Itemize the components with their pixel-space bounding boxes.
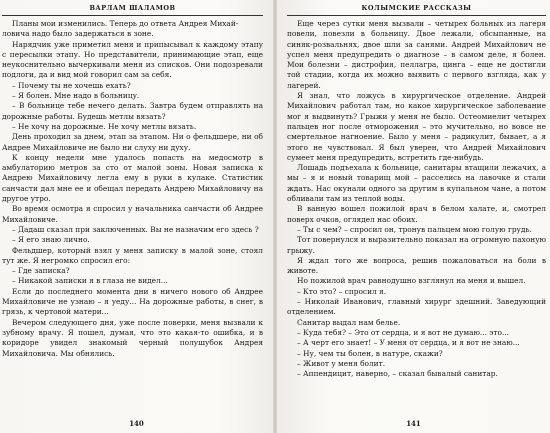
paragraph: Тот повернулся и выразительно показал на огромную пахоную грыжу. (287, 235, 546, 255)
paragraph: – Ну, чем ты болен, в натуре, скажи? (297, 348, 443, 358)
paragraph: Если до последнего момента дни в ничего нового об Андрее Михайловиче не узнаю – я уеду... На дорожные работы, в снег, в грязь, к чертовой матери... (2, 286, 263, 317)
paragraph: День проходил за днем, этап за этапом. Ни о фельдшере, ни об Андрее Михайловиче не было ни слуху ни духу. (2, 132, 263, 152)
paragraph: Санитар выдал нам белье. (297, 317, 401, 327)
paragraph: Но пожилой врач равнодушно взглянул на меня и вышел. (297, 276, 526, 286)
left-head-rule (2, 15, 263, 16)
right-page-number: 141 (406, 419, 421, 428)
paragraph: В ванную вошел пожилой врач в белом халате, и, смотрел поверх очков, оглядел нас обоих. (287, 204, 546, 224)
paragraph: – Где записка? (12, 266, 70, 276)
paragraph: Лошадь подъехала к больнице, санитары втащили лежачих, а мы – я и новый товарищ мой – расселись на лавочке и стали ждать. Нас окунали одного за другим в купальном чане, а потом обливали там из теплой воды. (287, 163, 546, 204)
right-running-head: КОЛЫМСКИЕ РАССКАЗЫ (361, 4, 472, 12)
paragraph: – В больнице тебе нечего делать. Завтра будем отправлять на дорожные работы. Будешь метлы вязать? (2, 101, 263, 121)
right-head-rule (287, 15, 546, 16)
paragraph: Вечером следующего дня, уже после поверки, меня вызвали к зубному врачу. Я пошел, думая, что это какая-то ошибка, и в коридоре увидел знакомый черный полушубок Андрея Михайловича. Мы обнялись. (2, 317, 263, 358)
paragraph: – Николай Иванович, главный хирург здешний. Заведующий отделением. (287, 297, 546, 317)
paragraph: Я ждал того же вопроса, решив пожаловаться на боли в животе. (287, 255, 546, 276)
paragraph: Нарядчик уже приметил меня и припысывал к каждому этапу с пересылки этапу. Но представители, принимающие этап, еще неукоснительно вычеркивали меня из списков. Они подозревали подлоги, да и вид мой говорил сам за себя. (2, 39, 263, 80)
paragraph: ловича надо было задержаться в зоне. (2, 29, 154, 39)
paragraph: – Живот у меня болит. (297, 358, 386, 368)
paragraph: – Аппендицит, наверно, – сказал бывалый санитар. (297, 369, 498, 379)
paragraph: – Не хочу на дорожные. Не хочу метлы вязать. (12, 121, 197, 131)
paragraph: – А черт его знает! – У меня от сердца, и я вот не знаю... (297, 338, 520, 348)
paragraph: Еще через сутки меня вызвали – четырех больных из лагеря повели, повезли в больницу. Двое лежали, обсыпанные, на синяк-розвальнях, двое шли за санями. Андрей Михайлович не успел меня предупредить о диагнозе – в самом деле, я болен. Мои болезни – дистрофия, пеллагра, цинга – еще не достигли той стадии, когда их можно выявить с первого взгляда, как у лагерей. (287, 19, 546, 90)
paragraph: – Ты с чем? – спросил он, тронув пальцем мою голую грудь. (297, 224, 532, 234)
paragraph: – Никакой записки я в глаза не видел... (12, 276, 168, 286)
right-page (277, 0, 550, 433)
left-page (0, 0, 273, 433)
paragraph: – Я болен. Мне надо в больницу. (12, 91, 140, 101)
paragraph: – Куда тебя? – Это от сердца, и я вот не думаю... это... (297, 327, 510, 337)
paragraph: Планы мои изменились. Теперь до ответа Андрея Михай- (12, 19, 239, 28)
left-page-text (2, 19, 263, 359)
paragraph: – Кто это? – спросил я. (297, 286, 387, 296)
paragraph: Фельдшер, который взял у меня записку в малой зоне, стоял тут же. Я негромко спросил его: (2, 245, 263, 265)
paragraph: – Почему ты не хочешь ехать? (12, 80, 131, 90)
right-page-text (287, 19, 546, 379)
paragraph: К концу недели мне удалось попасть на медосмотр в амбулаторию метров за сто от малой зоны. Новая записка к Андрею Михайловичу легла ему в руки в кулаке. Статистик санчасти дал мне ее и обещал передать Андрею Михайловичу на другое утро. (2, 152, 263, 204)
left-page-number: 140 (129, 419, 144, 428)
paragraph: Я знал, что ложусь в хирургическое отделение. Андрей Михайлович работал там, но какое хирургическое заболевание мог я выдвинуть? Грыжи у меня не было. Остеомиелит четырех пальцев ног после отморожения – это мучительно, но вовсе не смертельное нагноение. Было у меня – радикулит, бывает, а я этого не чувствовал. Я был уверен, что Андрей Михайлович сумеет меня предупредить, встретить где-нибудь. (287, 91, 546, 162)
paragraph: – Я его знаю лично. (12, 235, 90, 245)
left-running-head: ВАРЛАМ ШАЛАМОВ (89, 4, 176, 12)
paragraph: Во время осмотра я спросил у начальника санчасти об Андрее Михайловиче. (2, 204, 263, 224)
paragraph: – Дадаш сказал при заключенных. Вы не назначим его здесь ? (12, 224, 259, 234)
